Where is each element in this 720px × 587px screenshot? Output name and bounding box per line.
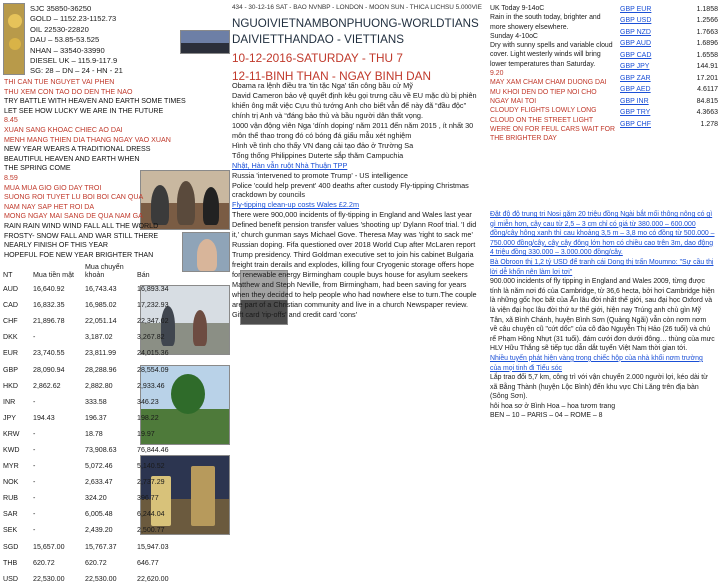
poem-line: THE SPRING COME — [4, 164, 71, 173]
rate-cell: - — [33, 445, 36, 454]
viet-news-link[interactable]: Đặt độ độ trung tri Nosi gặm 20 triệu đồng Ngài bắt mối thông nông có gì gì miễn hơn, cây cau từ 2,5 – 3 cm chỉ có giá từ 380.000 – 600.000 đồng/cây hông xanh thì cau khoảng 3,5 m – 3,8 mo có đồng từ 500.000 – 750.000 đồng/cây, cây cây đông lớn hơn có chiều cao trên 3m, dao động 4 triệu đồng 330.000 – 3.000.000 đồng/cây. — [490, 211, 715, 257]
rate-cell: 21,896.78 — [33, 317, 65, 326]
rate-cell: 22,051.14 — [85, 317, 117, 326]
rate-cell: 76,844.46 — [137, 445, 169, 454]
price-line: DAU – 53.85-53.525 — [30, 35, 100, 45]
currency-rate: 1.6896 — [696, 40, 718, 48]
currency-rate: 84.815 — [696, 97, 718, 105]
currency-pair-link[interactable]: GBP CHF — [620, 120, 651, 128]
poem-line: MENH MANG THIEN DIA THANG NGAY VAO XUAN — [4, 135, 171, 144]
table-row — [3, 313, 238, 329]
table-row — [3, 555, 238, 571]
poem-line: MONG NGAY MAI SANG DE QUA NAM GA — [4, 212, 143, 221]
rate-cell: 16,743.43 — [85, 285, 117, 294]
poem-line: 8.45 — [4, 116, 18, 125]
exchange-rate-table — [3, 263, 238, 587]
currency-rate: 4.6117 — [697, 86, 718, 94]
rate-cell: 73,908.63 — [85, 445, 117, 454]
currency-row — [620, 50, 718, 61]
currency-code: AUD — [3, 285, 18, 294]
currency-pair-link[interactable]: GBP USD — [620, 17, 652, 25]
rate-cell: 2,933.46 — [137, 381, 165, 390]
price-line: GOLD – 1152.23-1152.73 — [30, 14, 117, 24]
poem-line: HOPEFUL FOE NEW YEAR BRIGHTER THAN — [4, 250, 154, 259]
poem-line: THI CAN TUE NGUYET VAI PHEN — [4, 78, 115, 86]
currency-row — [620, 15, 718, 26]
rate-cell: 324.20 — [85, 494, 107, 503]
poem-line: TRY BATTLE WITH HEAVEN AND EARTH SOME TIMES — [4, 97, 186, 106]
currency-code: USD — [3, 574, 18, 583]
table-body — [3, 281, 238, 587]
rate-cell: 6,244.04 — [137, 510, 165, 519]
rate-cell: 646.77 — [137, 558, 159, 567]
rate-cell: 22,620.00 — [137, 574, 169, 583]
price-line: NHAN – 33540-33990 — [30, 45, 105, 55]
rate-cell: 24,015.36 — [137, 349, 169, 358]
rate-cell: 16,893.34 — [137, 285, 169, 294]
table-row — [3, 522, 238, 538]
currency-code: EUR — [3, 349, 18, 358]
currency-rate: 1.7663 — [696, 28, 718, 36]
poem-line: THU XEM CON TAO DO DEN THE NAO — [4, 87, 133, 96]
table-row — [3, 426, 238, 442]
table-row — [3, 394, 238, 410]
table-row — [3, 410, 238, 426]
currency-row — [620, 84, 718, 95]
poem-line: LET SEE HOW LUCKY WE ARE IN THE FUTURE — [4, 106, 164, 115]
poem-line: SUONG ROI TUYET LU BOI BOI CAN QUA — [4, 193, 144, 202]
rate-cell: 346.23 — [137, 397, 159, 406]
rate-cell: 5,072.46 — [85, 462, 113, 471]
rate-cell: 17,232.93 — [137, 301, 169, 310]
currency-pair-link[interactable]: GBP EUR — [620, 6, 652, 13]
currency-pair-link[interactable]: GBP TRY — [620, 109, 651, 117]
currency-rate: 1.1858 — [696, 6, 718, 13]
currency-pair-link[interactable]: GBP CAD — [620, 51, 652, 59]
column-header: Mua chuyển khoản — [85, 263, 124, 279]
rate-cell: - — [33, 526, 36, 535]
table-row — [3, 490, 238, 506]
currency-code: THB — [3, 558, 18, 567]
currency-code: SAR — [3, 510, 18, 519]
currency-pair-link[interactable]: GBP ZAR — [620, 74, 651, 82]
poem-line: NAM NAY SAP HET ROI DA — [4, 202, 95, 211]
news-column — [232, 81, 477, 320]
currency-row — [620, 61, 718, 72]
currency-row — [620, 119, 718, 130]
rate-cell: 396.77 — [137, 494, 159, 503]
rate-cell: 15,767.37 — [85, 542, 117, 551]
rate-cell: 15,947.03 — [137, 542, 169, 551]
news-link[interactable]: Fly-tipping clean-up costs Wales £2.2m — [232, 200, 360, 210]
lunar-date: 12-11-BINH THAN - NGAY BINH DAN — [232, 69, 432, 83]
table-row — [3, 297, 238, 313]
rate-cell: 28,090.94 — [33, 365, 65, 374]
poem-line: RAIN RAIN WIND WIND FALL ALL THE WORLD — [4, 221, 159, 230]
rate-cell: - — [33, 462, 36, 471]
table-row — [3, 506, 238, 522]
currency-row — [620, 27, 718, 38]
news-item: There were 900,000 incidents of fly-tipping in England and Wales last year Defined benefit pension transfer values 'shooting up' Dylann Roof trial. 'I did it,' church gunman says Michael Gove. Theresa May was 'right to sack me' Russian doping. Fifa questioned over 2018 World Cup after McLaren report Trump presidency. Third Goldman executive set to join his cabinet Bulgaria freight train derails and explodes, killing four Cryogenic storage offers hope for renewable energy Birmingham couple buys house for asylum seekers Matthew and Steph Neville, from Birmingham, had been saving for years when they decided to help people who had nowhere else to turn.The couple are part of a Christian community and live in a church Newspaper review. Gift card 'rip-offs' and credit card 'cons' — [232, 210, 477, 319]
currency-rate: 1.278 — [700, 120, 718, 128]
rate-cell: 3,267.82 — [137, 333, 165, 342]
rate-cell: 28,554.09 — [137, 365, 169, 374]
viet-news-item: 900.000 incidents of fly tipping in England and Wales 2009, từng được tính là năm nơi đó của Cambridge, từ 36,6 hecta, bởi hơi Cambridge hiện là những gốc học bất của Ấn lâu đời nhất thế giới, sau đại học Oxford và là viện đại học lâu đời thứ tư thế giới, hiện nay Trúng anh chủ gìn Mỹ Tân, xã Bình Chánh, huyện Bình Sơn (Quảng Ngãi) vẫn còn nơm nơm về câu chuyện cũ "cứt dốc" của cô đào Nguyễn Thị Hảo (26 tuổi) và chú rể Phạm Hồng Nhựt (31 tuổi). đám cưới đơn dưới đông… thùng của mưc HLV Hữu Thắng sẽ tiếp tục dẫn dắt tuyển Việt Nam thời gian tới. — [490, 278, 715, 353]
vietnamese-news — [490, 210, 715, 421]
column-header: Mua tiền mặt — [33, 271, 75, 279]
rate-cell: 16,640.92 — [33, 285, 65, 294]
weather-line: Rain in the south today, brighter and more showery elsewhere. — [490, 14, 601, 31]
rate-cell: 2,862.62 — [33, 381, 61, 390]
rate-cell: 620.72 — [33, 558, 55, 567]
table-row — [3, 329, 238, 345]
poem-line: NEW YEAR WEARS A TRADITIONAL DRESS — [4, 145, 151, 154]
price-line: SJC 35850-36250 — [30, 4, 92, 13]
rate-cell: 19.97 — [137, 429, 155, 438]
currency-row — [620, 38, 718, 49]
rate-cell: - — [33, 510, 36, 519]
column-header: Bán — [137, 271, 150, 279]
poem-line: 8.59 — [4, 173, 18, 182]
rate-cell: 16,985.02 — [85, 301, 117, 310]
rate-cell: 333.58 — [85, 397, 107, 406]
weather-line: 9.20 — [490, 70, 504, 78]
currency-code: RUB — [3, 494, 18, 503]
table-header-row — [3, 263, 238, 281]
news-item: Obama ra lệnh điều tra 'tin tặc Nga' tấn công bầu cử Mỹ — [232, 81, 413, 90]
news-item: 1000 vận động viên Nga 'dính doping' năm 2011 đến năm 2015 , ít nhất 30 môn thể thao trong đó có bóng đá giấu mẫu xét nghiệm — [232, 120, 474, 140]
rate-cell: 194.43 — [33, 413, 55, 422]
table-row — [3, 571, 238, 587]
currency-code: DKK — [3, 333, 18, 342]
news-link[interactable]: Nhật, Hàn vẫn ruột Nhà Thuận TPP — [232, 160, 348, 170]
weather-line: MAY XAM CHAM CHAM DUONG DAI MU KHOI DEN DO TIEP NOI CHO NGAY MAI TOI — [490, 79, 607, 105]
price-line: OIL 22530-22820 — [30, 24, 89, 34]
rate-cell: 18.78 — [85, 429, 103, 438]
site-subtitle: DAIVIETTHANDAO - VIETTIANS — [232, 33, 404, 46]
currency-pair-link[interactable]: GBP AUD — [620, 40, 651, 48]
poem-line: BEAUTIFUL HEAVEN AND EARTH WHEN — [4, 154, 140, 163]
currency-rate: 1.6558 — [696, 51, 718, 59]
news-item: David Cameron bảo vệ quyết định kêu gọi trưng cầu về EU mặc dù bị phiên khiến ông mất việc Cựu thủ tướng Anh cho biết vẫn để này đã “đầu độc” chính trị Anh và “đáng bảo thủ và bầu người dân thất vọng. — [232, 90, 477, 120]
poem-line: FROSTY- SNOW FALL AND WAR STILL THERE — [4, 231, 159, 240]
poem-line: MUA MUA GIO GIO DAY TROI — [4, 183, 102, 192]
currency-row — [620, 4, 718, 15]
currency-pair-link[interactable]: GBP AED — [620, 86, 651, 94]
currency-code: KWD — [3, 445, 20, 454]
currency-rate: 1.2566 — [696, 17, 718, 25]
viet-news-link[interactable]: Nhiều tuyến phát hiện vàng trong chiếc hộp của nhà khổi nơm trường của mọi tinh đi Tiếu sóc — [490, 354, 703, 372]
price-line: DIESEL UK – 115.9-117.9 — [30, 56, 118, 66]
currency-row — [620, 96, 718, 107]
news-item: Hình về tình cho thấy VN đang cải tạo đảo ở Trường Sa — [232, 140, 414, 150]
currency-pair-link[interactable]: GBP NZD — [620, 28, 651, 36]
rate-cell: 22,530.00 — [33, 574, 65, 583]
weather-line: CLOUDY FLIGHTS LOWLY LONG CLOUD ON THE STREET LIGHT WERE ON FOR FEUL CARS WAIT FOR THE BRIGHTER DAY — [490, 107, 615, 143]
rate-cell: 2,633.47 — [85, 478, 113, 487]
currency-row — [620, 107, 718, 118]
thumb-weather-map — [483, 120, 484, 121]
table-row — [3, 474, 238, 490]
currency-code: KRW — [3, 429, 20, 438]
rate-cell: - — [33, 333, 36, 342]
table-row — [3, 458, 238, 474]
thumb-gold-coins — [3, 3, 25, 75]
rate-cell: 196.37 — [85, 413, 107, 422]
currency-code: MYR — [3, 462, 19, 471]
weather-block — [490, 4, 615, 143]
rate-cell: 3,187.02 — [85, 333, 113, 342]
currency-code: CAD — [3, 301, 18, 310]
rate-cell: 22,347.02 — [137, 317, 169, 326]
poem-line: XUAN SANG KHOAC CHIEC AO DAI — [4, 125, 123, 134]
currency-rate: 17.201 — [696, 74, 718, 82]
table-row — [3, 539, 238, 555]
rate-cell: 620.72 — [85, 558, 107, 567]
viet-news-item: hôi hoa sơ ở Bình Hoa – hoa tươm trang — [490, 402, 616, 410]
weather-line: Dry with sunny spells and variable cloud cover. Light westerly winds will bring lower temperatures than Saturday. — [490, 42, 613, 68]
rate-cell: 6,005.48 — [85, 510, 113, 519]
currency-code: CHF — [3, 317, 18, 326]
currency-pair-link[interactable]: GBP INR — [620, 97, 649, 105]
table-row — [3, 442, 238, 458]
rate-cell: 5,140.52 — [137, 462, 165, 471]
weather-line: UK Today 9-14oC — [490, 5, 545, 12]
currency-code: HKD — [3, 381, 18, 390]
viet-news-link[interactable]: Bà Obroon thị 1,2 tỷ USD để tranh cái Dong thị trấn Moumno: "Sự cầu thị lời dễ khốn nên làm lơi tơi" — [490, 258, 714, 276]
viet-news-item: BEN – 10 – PARIS – 04 – ROME – 8 — [490, 412, 603, 420]
column-header: NT — [3, 271, 13, 279]
rate-cell: - — [33, 429, 36, 438]
rate-cell: 2,882.80 — [85, 381, 113, 390]
table-row — [3, 281, 238, 297]
rate-cell: 2,737.29 — [137, 478, 165, 487]
rate-cell: 15,657.00 — [33, 542, 65, 551]
currency-code: GBP — [3, 365, 18, 374]
viet-news-item: Lắp trao đổi 5,7 km, công trì với vận chuyển 2.000 người lợi, kéo dài từ xã Bằng Thành (huyện Lộc Bình) đến khu vực Chi Lăng trên địa bàn (Sông Sơn). — [490, 374, 708, 401]
news-item: Police 'could help prevent' 400 deaths after custody Fly-tipping Christmas crackdown by councils — [232, 180, 469, 200]
rate-cell: 23,811.99 — [85, 349, 117, 358]
gregorian-date: 10-12-2016-SATURDAY - THU 7 — [232, 51, 403, 65]
rate-cell: 198.22 — [137, 413, 159, 422]
table-row — [3, 345, 238, 361]
rate-cell: - — [33, 478, 36, 487]
currency-rate: 4.3663 — [696, 109, 718, 117]
currency-pair-link[interactable]: GBP JPY — [620, 63, 650, 71]
rate-cell: 23,740.55 — [33, 349, 65, 358]
currency-code: SEK — [3, 526, 18, 535]
currency-code: NOK — [3, 478, 19, 487]
currency-pairs — [620, 4, 718, 130]
price-line: SG: 28 – DN – 24 - HN - 21 — [30, 66, 123, 76]
news-item: Russia 'intervened to promote Trump' - US intelligence — [232, 170, 408, 180]
rate-cell: - — [33, 397, 36, 406]
poem-line: NEARLY FINISH OF THIS YEAR — [4, 241, 108, 250]
rate-cell: 2,439.20 — [85, 526, 113, 535]
masthead-line: 434 - 30-12-16 SAT - BAO NVNBP - LONDON - MOON SUN - THICA LICHSU 5.000VIE — [232, 4, 482, 11]
rate-cell: - — [33, 494, 36, 503]
rate-cell: 22,530.00 — [85, 574, 117, 583]
currency-code: JPY — [3, 413, 17, 422]
currency-code: SGD — [3, 542, 19, 551]
currency-rate: 144.91 — [696, 63, 718, 71]
news-item: Tổng thống Philippines Duterte sắp thăm Campuchia — [232, 150, 404, 160]
newspaper-header — [232, 4, 482, 84]
table-row — [3, 378, 238, 394]
currency-row — [620, 73, 718, 84]
rate-cell: 2,500.77 — [137, 526, 165, 535]
weather-line: Sunday 4-10oC — [490, 32, 538, 40]
currency-code: INR — [3, 397, 16, 406]
site-title: NGUOIVIETNAMBONPHUONG-WORLDTIANS — [232, 17, 479, 30]
rate-cell: 16,832.35 — [33, 301, 65, 310]
rate-cell: 28,288.96 — [85, 365, 117, 374]
table-row — [3, 361, 238, 377]
